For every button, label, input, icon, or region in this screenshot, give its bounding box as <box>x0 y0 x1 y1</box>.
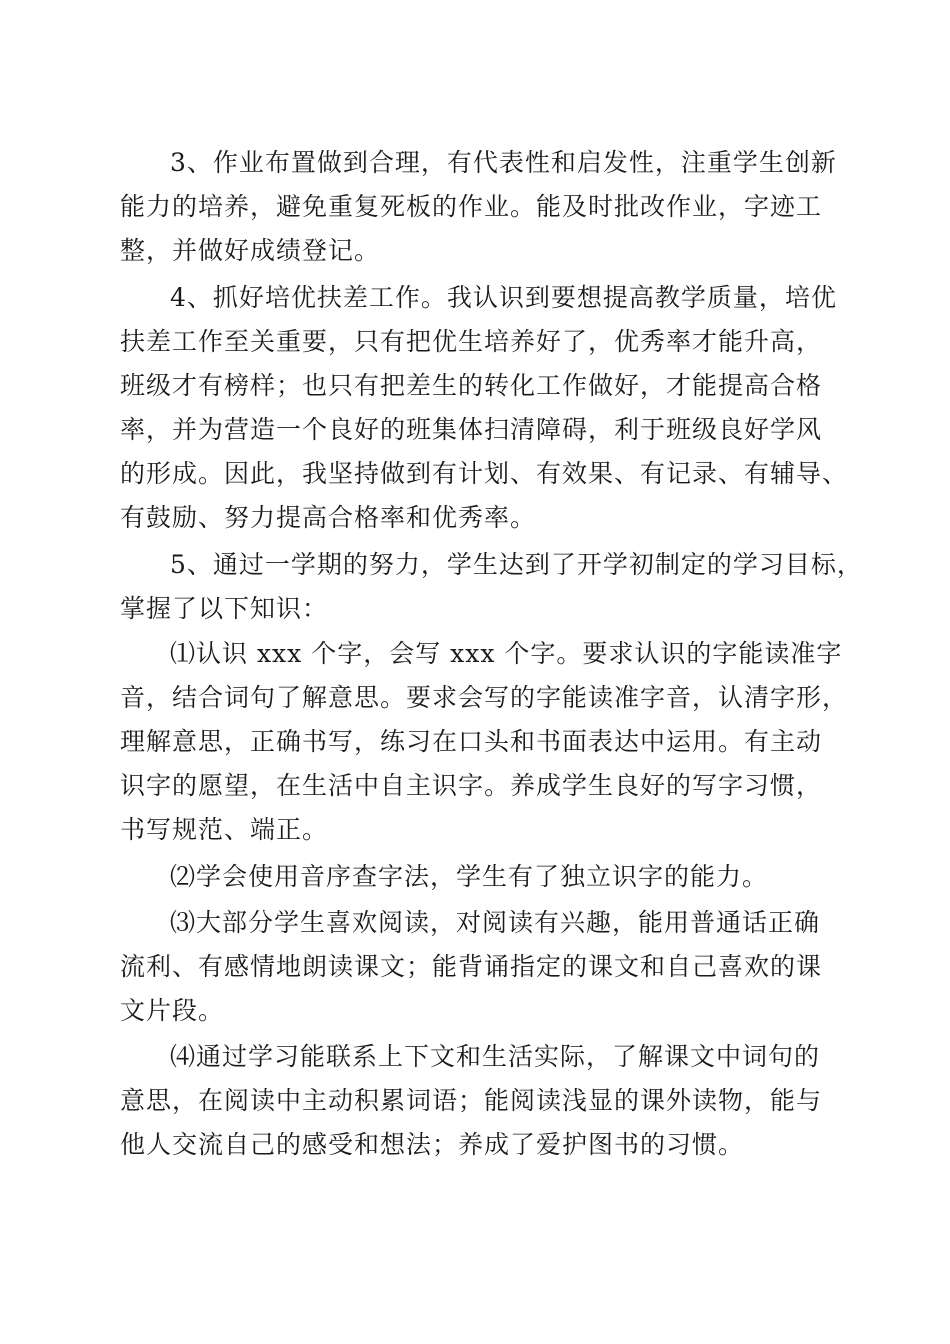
text-line-15: 识字的愿望，在生活中自主识字。养成学生良好的写字习惯， <box>120 771 823 800</box>
text-line-22: 意思，在阅读中主动积累词语；能阅读浅显的课外读物，能与 <box>120 1086 823 1115</box>
text-line-7: 率，并为营造一个良好的班集体扫清障碍，利于班级良好学风 <box>120 415 823 444</box>
text-line-4: 4、抓好培优扶差工作。我认识到要想提高教学质量，培优 <box>170 283 837 312</box>
text-line-20: 文片段。 <box>120 996 225 1025</box>
text-line-11: 掌握了以下知识： <box>120 594 329 623</box>
text-line-8: 的形成。因此，我坚持做到有计划、有效果、有记录、有辅导、 <box>120 459 849 488</box>
text-line-23: 他人交流自己的感受和想法；养成了爱护图书的习惯。 <box>120 1130 745 1159</box>
text-line-5: 扶差工作至关重要，只有把优生培养好了，优秀率才能升高， <box>120 327 823 356</box>
text-line-16: 书写规范、端正。 <box>120 815 329 844</box>
text-line-13: 音，结合词句了解意思。要求会写的字能读准字音，认清字形， <box>120 683 849 712</box>
text-line-18: ⑶大部分学生喜欢阅读，对阅读有兴趣，能用普通话正确 <box>170 908 821 937</box>
text-line-12: ⑴认识 xxx 个字，会写 xxx 个字。要求认识的字能读准字 <box>170 639 843 668</box>
text-line-14: 理解意思，正确书写，练习在口头和书面表达中运用。有主动 <box>120 727 823 756</box>
text-line-1: 3、作业布置做到合理，有代表性和启发性，注重学生创新 <box>170 148 837 177</box>
text-line-21: ⑷通过学习能联系上下文和生活实际，了解课文中词句的 <box>170 1042 821 1071</box>
text-line-9: 有鼓励、努力提高合格率和优秀率。 <box>120 503 537 532</box>
text-line-10: 5、通过一学期的努力，学生达到了开学初制定的学习目标， <box>170 550 863 579</box>
text-line-19: 流利、有感情地朗读课文；能背诵指定的课文和自己喜欢的课 <box>120 952 823 981</box>
text-line-6: 班级才有榜样；也只有把差生的转化工作做好，才能提高合格 <box>120 371 823 400</box>
text-line-17: ⑵学会使用音序查字法，学生有了独立识字的能力。 <box>170 862 769 891</box>
text-line-2: 能力的培养，避免重复死板的作业。能及时批改作业，字迹工 <box>120 192 823 221</box>
text-line-3: 整，并做好成绩登记。 <box>120 236 381 265</box>
